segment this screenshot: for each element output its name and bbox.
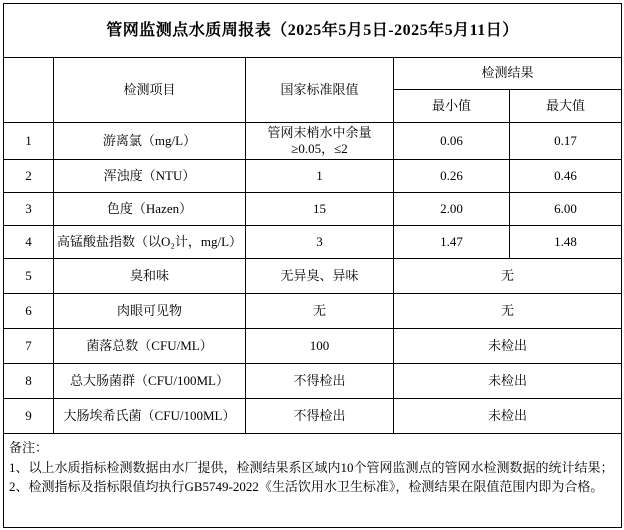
notes-row [4,434,622,528]
standard-limit-cell: 不得检出 [246,399,394,434]
item-name-cell: 游离氯（mg/L） [54,123,246,160]
max-value-cell: 1.48 [510,226,622,259]
result-merged-cell: 无 [394,259,622,294]
min-value-cell: 2.00 [394,193,510,226]
row-index-cell: 6 [4,294,54,329]
table-row [4,294,622,329]
max-value-cell: 0.46 [510,160,622,193]
standard-limit-cell: 15 [246,193,394,226]
row-index-cell: 2 [4,160,54,193]
min-value-cell: 0.06 [394,123,510,160]
note-line-2: 2、检测指标及指标限值均执行GB5749-2022《生活饮用水卫生标准》，检测结果在限值范围内即为合格。 [9,479,604,494]
item-name-cell: 大肠埃希氏菌（CFU/100ML） [54,399,246,434]
header-standard-cell: 国家标准限值 [246,58,394,123]
table-row [4,226,622,259]
table-row [4,259,622,294]
notes-cell [4,434,622,528]
standard-limit-cell: 100 [246,329,394,364]
standard-limit-cell: 不得检出 [246,364,394,399]
item-name-cell: 菌落总数（CFU/ML） [54,329,246,364]
standard-limit-cell: 无异臭、异味 [246,259,394,294]
standard-limit-cell: 管网末梢水中余量≥0.05，≤2 [246,123,394,160]
item-name-cell: 浑浊度（NTU） [54,160,246,193]
table-row [4,329,622,364]
row-index-cell: 3 [4,193,54,226]
result-merged-cell: 未检出 [394,399,622,434]
item-name-cell: 色度（Hazen） [54,193,246,226]
standard-limit-cell: 1 [246,160,394,193]
item-name-cell: 高锰酸盐指数（以O₂计，mg/L） [54,226,246,259]
header-row-top [4,58,622,90]
standard-limit-cell: 3 [246,226,394,259]
header-result-group-cell: 检测结果 [394,58,622,90]
table-row [4,193,622,226]
row-index-cell: 9 [4,399,54,434]
table-row [4,364,622,399]
standard-limit-cell: 无 [246,294,394,329]
table-row [4,160,622,193]
result-merged-cell: 未检出 [394,364,622,399]
min-value-cell: 0.26 [394,160,510,193]
item-name-cell: 肉眼可见物 [54,294,246,329]
header-min-cell: 最小值 [394,90,510,123]
row-index-cell: 1 [4,123,54,160]
result-merged-cell: 无 [394,294,622,329]
row-index-cell: 4 [4,226,54,259]
table-row [4,399,622,434]
row-index-cell: 5 [4,259,54,294]
report-title: 管网监测点水质周报表（2025年5月5日-2025年5月11日） [4,4,622,58]
min-value-cell: 1.47 [394,226,510,259]
title-row [4,4,622,58]
row-index-cell: 7 [4,329,54,364]
notes-label: 备注： [9,440,49,455]
table-row [4,123,622,160]
header-index-cell [4,58,54,123]
water-quality-report-table [3,3,622,528]
header-max-cell: 最大值 [510,90,622,123]
item-name-cell: 总大肠菌群（CFU/100ML） [54,364,246,399]
row-index-cell: 8 [4,364,54,399]
max-value-cell: 0.17 [510,123,622,160]
note-line-1: 1、以上水质指标检测数据由水厂提供，检测结果系区域内10个管网监测点的管网水检测数据的统计结果； [9,459,614,475]
header-item-cell: 检测项目 [54,58,246,123]
max-value-cell: 6.00 [510,193,622,226]
result-merged-cell: 未检出 [394,329,622,364]
item-name-cell: 臭和味 [54,259,246,294]
